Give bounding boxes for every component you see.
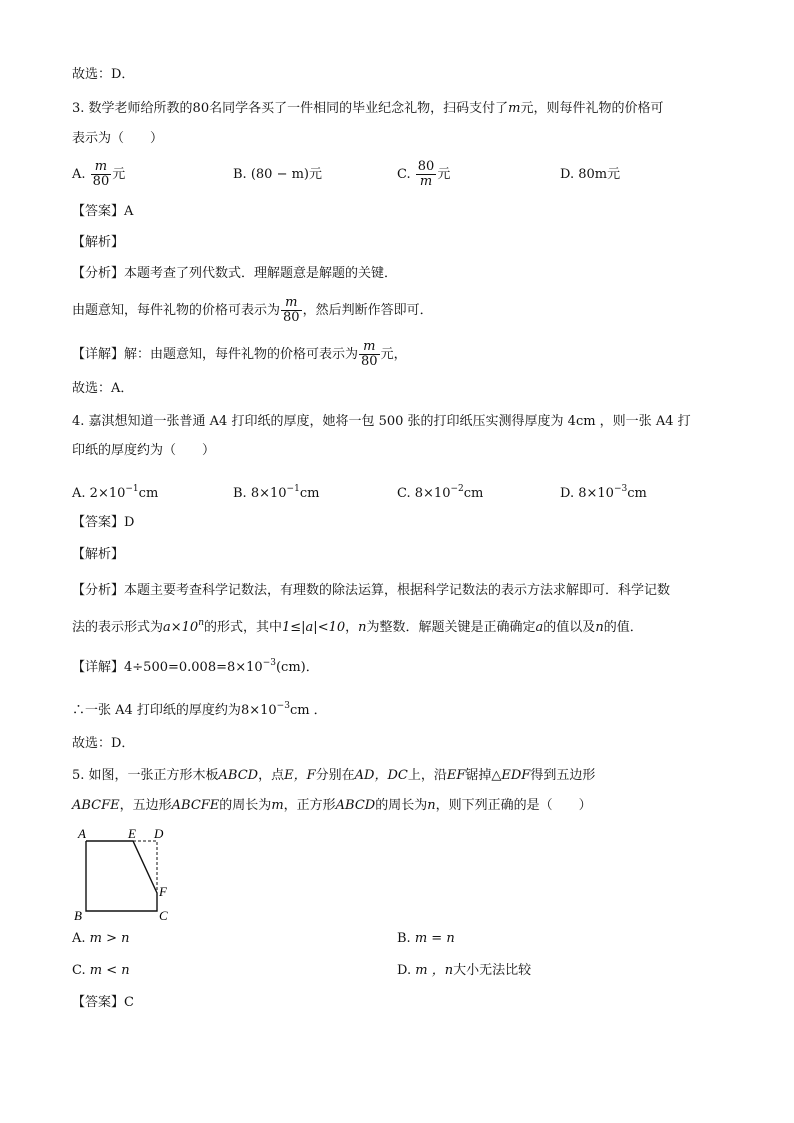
q4-option-d: [560, 480, 647, 503]
q3-option-b: [233, 166, 322, 184]
formula-exponent: n: [198, 618, 204, 628]
option-label: B.: [397, 931, 411, 946]
fenxi-text: 本题主要考查科学记数法，有理数的除法运算，根据科学记数法的表示方法求解即可．科学记数: [124, 583, 671, 598]
answer-value: C: [124, 995, 134, 1010]
option-label: A.: [72, 167, 86, 182]
numerator: m: [91, 160, 112, 175]
option-exponent: −2: [450, 484, 464, 494]
q5-text: ，正方形: [283, 798, 336, 813]
fenxi-text: 法的表示形式为: [72, 620, 164, 635]
option-text: m > n: [89, 931, 130, 946]
q5-var: △EDF: [491, 768, 531, 783]
answer-value: D: [124, 515, 135, 530]
q5-text: ，五边形: [119, 798, 172, 813]
fraction: [416, 160, 437, 189]
option-label: B.: [233, 486, 247, 501]
q3-stem-line2: 表示为（ ）: [72, 131, 164, 146]
q3-text: 元，则每件礼物的价格可: [520, 101, 664, 116]
q5-option-b: [397, 930, 455, 948]
therefore-text: ∴一张 A4 打印纸的厚度约为: [72, 703, 241, 718]
q5-option-a: [72, 930, 130, 948]
q5-text: 锯掉: [465, 768, 492, 783]
numerator: m: [281, 296, 302, 311]
fraction: [359, 340, 380, 369]
label-c: C: [159, 908, 168, 923]
fenxi-text: 为整数．解题关键是正确确定: [366, 620, 536, 635]
unit: cm: [299, 486, 320, 501]
label-e: E: [128, 826, 136, 841]
q3-var-m: m: [508, 101, 521, 116]
denominator: m: [419, 174, 433, 189]
label-d: D: [154, 826, 164, 841]
var-n: n: [595, 620, 604, 635]
q5-option-c: [72, 962, 130, 980]
q5-figure: [70, 823, 190, 923]
q4-analysis-tag: [72, 546, 124, 564]
option-label: C.: [397, 486, 411, 501]
condition: 1≤|a|<10: [282, 620, 346, 635]
q5-var: ABCFE: [72, 798, 120, 813]
q5-var: EF: [446, 768, 466, 783]
option-exponent: −3: [613, 484, 628, 494]
detail-tag: 【详解】: [72, 347, 125, 362]
answer-value: A: [124, 204, 134, 219]
option-label: A.: [72, 486, 86, 501]
q5-text: ，点: [258, 768, 285, 783]
unit: 元: [437, 167, 451, 182]
fenxi-text: 的值．: [603, 620, 643, 635]
detail-tag: 【详解】: [72, 660, 125, 675]
q5-var: ABCD: [335, 798, 376, 813]
option-label: D.: [397, 963, 412, 978]
q4-fenxi: [72, 582, 670, 600]
q5-text: ，则下列正确的是（ ）: [435, 798, 592, 813]
q3-option-c: [397, 160, 450, 189]
reason-text: 由题意知，每件礼物的价格可表示为: [72, 303, 281, 318]
q5-text: 上，沿: [407, 768, 447, 783]
q3-detail: [72, 340, 407, 369]
q4-conclusion: 故选：D．: [72, 736, 135, 751]
q4-option-b: [233, 480, 319, 503]
fenxi-tag: 【分析】: [72, 266, 125, 281]
q4-stem-line2: 印纸的厚度约为（ ）: [72, 443, 216, 458]
q3-count: 80: [192, 101, 210, 116]
denominator: 80: [92, 174, 110, 189]
q5-option-d: [397, 962, 531, 980]
detail-text: 元，: [380, 347, 407, 362]
answer-tag: 【答案】: [72, 995, 125, 1010]
label-a: A: [78, 826, 86, 841]
q3-fenxi: [72, 265, 397, 283]
option-label: C.: [72, 963, 86, 978]
q5-var: ABCFE: [171, 798, 220, 813]
q4-option-a: [72, 480, 158, 503]
q5-text: 5. 如图，一张正方形木板: [72, 768, 219, 783]
q5-var: AD，DC: [354, 768, 408, 783]
unit: cm: [463, 486, 484, 501]
q3-option-d: [560, 166, 620, 184]
label-b: B: [74, 908, 82, 923]
q4-stem-line1: 4. 嘉淇想知道一张普通 A4 打印纸的厚度，她将一包 500 张的打印纸压实测得厚度为 4cm ，则一张 A4 打: [72, 414, 691, 429]
detail-expr: 4÷500=0.008=8×10: [124, 660, 263, 675]
q3-conclusion: 故选：A．: [72, 381, 134, 396]
fenxi-text: ，: [345, 620, 359, 635]
unit: cm: [627, 486, 647, 501]
q3-stem-line1: [72, 100, 663, 118]
option-label: B.: [233, 167, 247, 182]
analysis-tag: 【解析】: [72, 235, 125, 250]
q3-text: 名同学各买了一件相同的毕业纪念礼物，扫码支付了: [209, 101, 509, 116]
therefore-exponent: −3: [276, 701, 290, 711]
option-base: 2×10: [89, 486, 126, 501]
option-text: 80m元: [578, 167, 621, 182]
fenxi-text: 本题考查了列代数式．理解题意是解题的关键．: [124, 266, 398, 281]
option-label: C.: [397, 167, 411, 182]
option-text: m = n: [414, 931, 455, 946]
unit: (cm)．: [275, 660, 319, 675]
unit: cm: [138, 486, 159, 501]
numerator: 80: [417, 159, 435, 174]
detail-text: 解：由题意知，每件礼物的价格可表示为: [124, 347, 359, 362]
therefore-base: 8×10: [240, 703, 277, 718]
fraction: [91, 160, 112, 189]
q5-var: n: [427, 798, 436, 813]
reason-text: ，然后判断作答即可．: [302, 303, 433, 318]
option-base: 8×10: [250, 486, 287, 501]
option-text: 大小无法比较: [453, 963, 532, 978]
q3-reason: [72, 296, 433, 325]
q4-fenxi-line2: [72, 614, 643, 637]
var-a: a: [535, 620, 544, 635]
q3-analysis-tag: [72, 234, 124, 252]
unit: cm ．: [289, 703, 327, 718]
q5-text: 分别在: [315, 768, 355, 783]
denominator: 80: [361, 354, 378, 369]
q3-answer: [72, 203, 133, 221]
q5-var: ABCD: [218, 768, 259, 783]
answer-tag: 【答案】: [72, 204, 125, 219]
q3-text: 3. 数学老师给所教的: [72, 101, 193, 116]
q3-option-a: [72, 160, 125, 189]
option-label: D.: [560, 167, 575, 182]
pentagon-outline: [86, 841, 157, 911]
option-base: 8×10: [414, 486, 451, 501]
fenxi-text: 的形式，其中: [204, 620, 283, 635]
q5-stem-line1: [72, 767, 595, 785]
var-n: n: [358, 620, 367, 635]
q4-answer: [72, 514, 134, 532]
q5-text: 得到五边形: [530, 768, 596, 783]
prev-conclusion: 故选：D．: [72, 67, 135, 82]
q5-var: m: [271, 798, 284, 813]
q4-detail: [72, 654, 319, 677]
q4-therefore: [72, 697, 327, 720]
label-f: F: [159, 884, 167, 899]
detail-exponent: −3: [262, 658, 276, 668]
q5-stem-line2: [72, 797, 592, 815]
option-exponent: −1: [125, 484, 139, 494]
option-exponent: −1: [286, 484, 300, 494]
answer-tag: 【答案】: [72, 515, 125, 530]
formula: a×10: [163, 620, 199, 635]
q4-option-c: [397, 480, 483, 503]
numerator: m: [359, 340, 380, 355]
option-label: A.: [72, 931, 86, 946]
q5-text: 的周长为: [375, 798, 428, 813]
option-text: m ，n: [415, 963, 454, 978]
analysis-tag: 【解析】: [72, 547, 125, 562]
q5-text: 的周长为: [219, 798, 272, 813]
q5-var: E，F: [284, 768, 316, 783]
denominator: 80: [283, 310, 300, 325]
fraction: [281, 296, 302, 325]
option-text: (80 − m)元: [250, 167, 322, 182]
option-text: m < n: [89, 963, 130, 978]
option-base: 8×10: [578, 486, 614, 501]
fenxi-text: 的值以及: [543, 620, 596, 635]
unit: 元: [112, 167, 126, 182]
fenxi-tag: 【分析】: [72, 583, 125, 598]
q5-answer: [72, 994, 134, 1012]
option-label: D.: [560, 486, 575, 501]
